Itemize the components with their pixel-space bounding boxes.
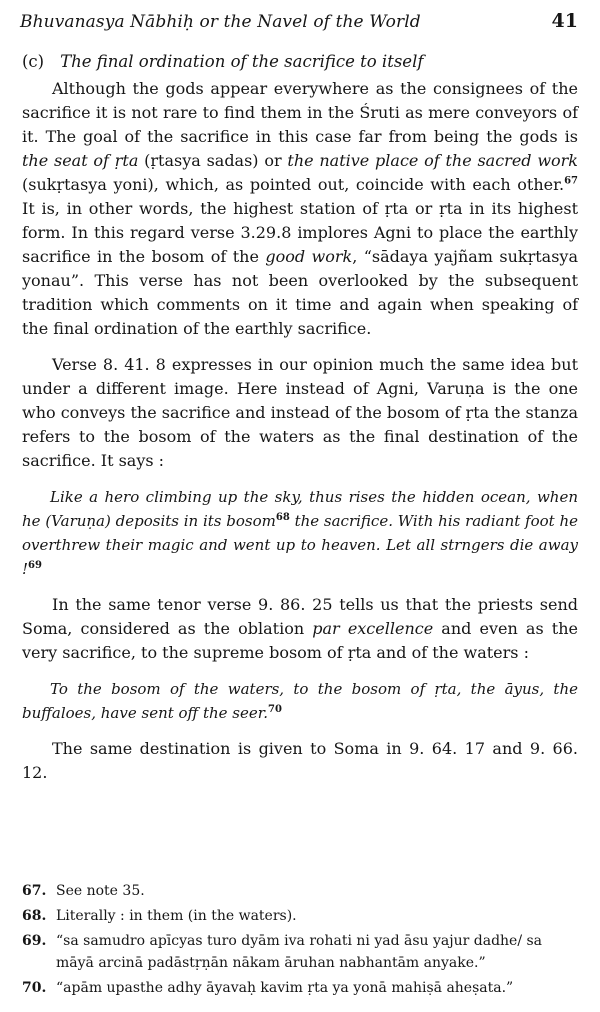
quote-text: the sacrifice. With his radiant foot he overthrew their magic and went up to heaven. Let all strngers die away ! <box>22 512 578 578</box>
footnote-number: 70. <box>22 980 47 996</box>
quote-1 <box>22 485 578 581</box>
footnote-67 <box>22 880 582 902</box>
section-label: (c) <box>22 52 45 71</box>
paragraph-2: Verse 8. 41. 8 expresses in our opinion much the same idea but under a different image. Here instead of Agni, Varuṇa is the one who conveys the sacrifice and instead of the bosom of ṛta the stanza refers to the bosom of the waters as the final destination of the sacrifice. It says : <box>22 355 578 470</box>
text-run: and even as the very sacrifice, to the supreme bosom of ṛta and of the waters : <box>22 619 578 662</box>
italic-phrase: par excellence <box>312 619 434 638</box>
italic-phrase: the seat of ṛta <box>22 151 139 170</box>
quote-text: To the bosom of the waters, to the bosom of ṛta, the āyus, the buffaloes, have sent off the seer. <box>22 680 578 722</box>
footnote-text: “sa samudro apīcyas turo dyām iva rohati ni yad āsu yajur dadhe/ sa māyā arcinā padāstṛṇān nākam āruhan nabhantām anyake.” <box>56 933 543 971</box>
footnote-70 <box>22 977 582 999</box>
footnote-68 <box>22 905 582 927</box>
footnote-ref-69[interactable]: 69 <box>28 560 42 571</box>
paragraph-3 <box>22 593 578 665</box>
text-run: Although the gods appear everywhere as the consignees of the sacrifice it is not rare to find them in the Śruti as mere conveyors of it. The goal of the sacrifice in this case far from being the gods is <box>22 79 578 146</box>
footnote-number: 69. <box>22 933 47 949</box>
footnote-ref-70[interactable]: 70 <box>268 704 282 715</box>
running-title: Bhuvanasya Nābhiḥ or the Navel of the World <box>20 12 421 32</box>
text-run: (ṛtasya sadas) or <box>138 151 288 170</box>
footnote-ref-67[interactable]: 67 <box>564 175 578 187</box>
running-header <box>20 10 578 36</box>
paragraph-1 <box>22 77 578 341</box>
footnotes <box>22 880 582 1002</box>
footnote-text: “apām upasthe adhy āyavaḥ kavim ṛta ya yonā mahiṣā aheṣata.” <box>56 980 514 996</box>
quote-text: Like a hero climbing up the sky, thus rises the hidden ocean, when he (Varuṇa) deposits in its bosom <box>22 488 578 530</box>
footnote-69 <box>22 930 582 974</box>
footnote-number: 67. <box>22 883 47 899</box>
page-number: 41 <box>551 10 578 32</box>
text-run: (sukṛtasya yoni), which, as pointed out, coincide with each other. <box>22 175 565 194</box>
section-heading <box>22 50 578 74</box>
quote-2 <box>22 677 578 725</box>
text-run: It is, in other words, the highest station of ṛta or ṛta in its highest form. In this regard verse 3.29.8 implores Agni to place the earthly sacrifice in the bosom of the <box>22 199 578 266</box>
section-title: The final ordination of the sacrifice to itself <box>60 52 424 71</box>
paragraph-4: The same destination is given to Soma in 9. 64. 17 and 9. 66. 12. <box>22 739 578 782</box>
page-body <box>22 50 578 797</box>
footnote-text: Literally : in them (in the waters). <box>56 908 297 924</box>
text-run: , “sādaya yajñam sukṛtasya yonau”. This verse has not been overlooked by the subsequent tradition which comments on it time and again when speaking of the final ordination of the earthly sacrifice. <box>22 247 578 338</box>
italic-phrase: the native place of the sacred work <box>287 151 578 170</box>
footnote-number: 68. <box>22 908 47 924</box>
italic-phrase: good work <box>265 247 353 266</box>
footnote-ref-68[interactable]: 68 <box>275 512 290 523</box>
footnote-text: See note 35. <box>56 883 145 899</box>
text-run: In the same tenor verse 9. 86. 25 tells us that the priests send Soma, considered as the oblation <box>22 595 578 638</box>
